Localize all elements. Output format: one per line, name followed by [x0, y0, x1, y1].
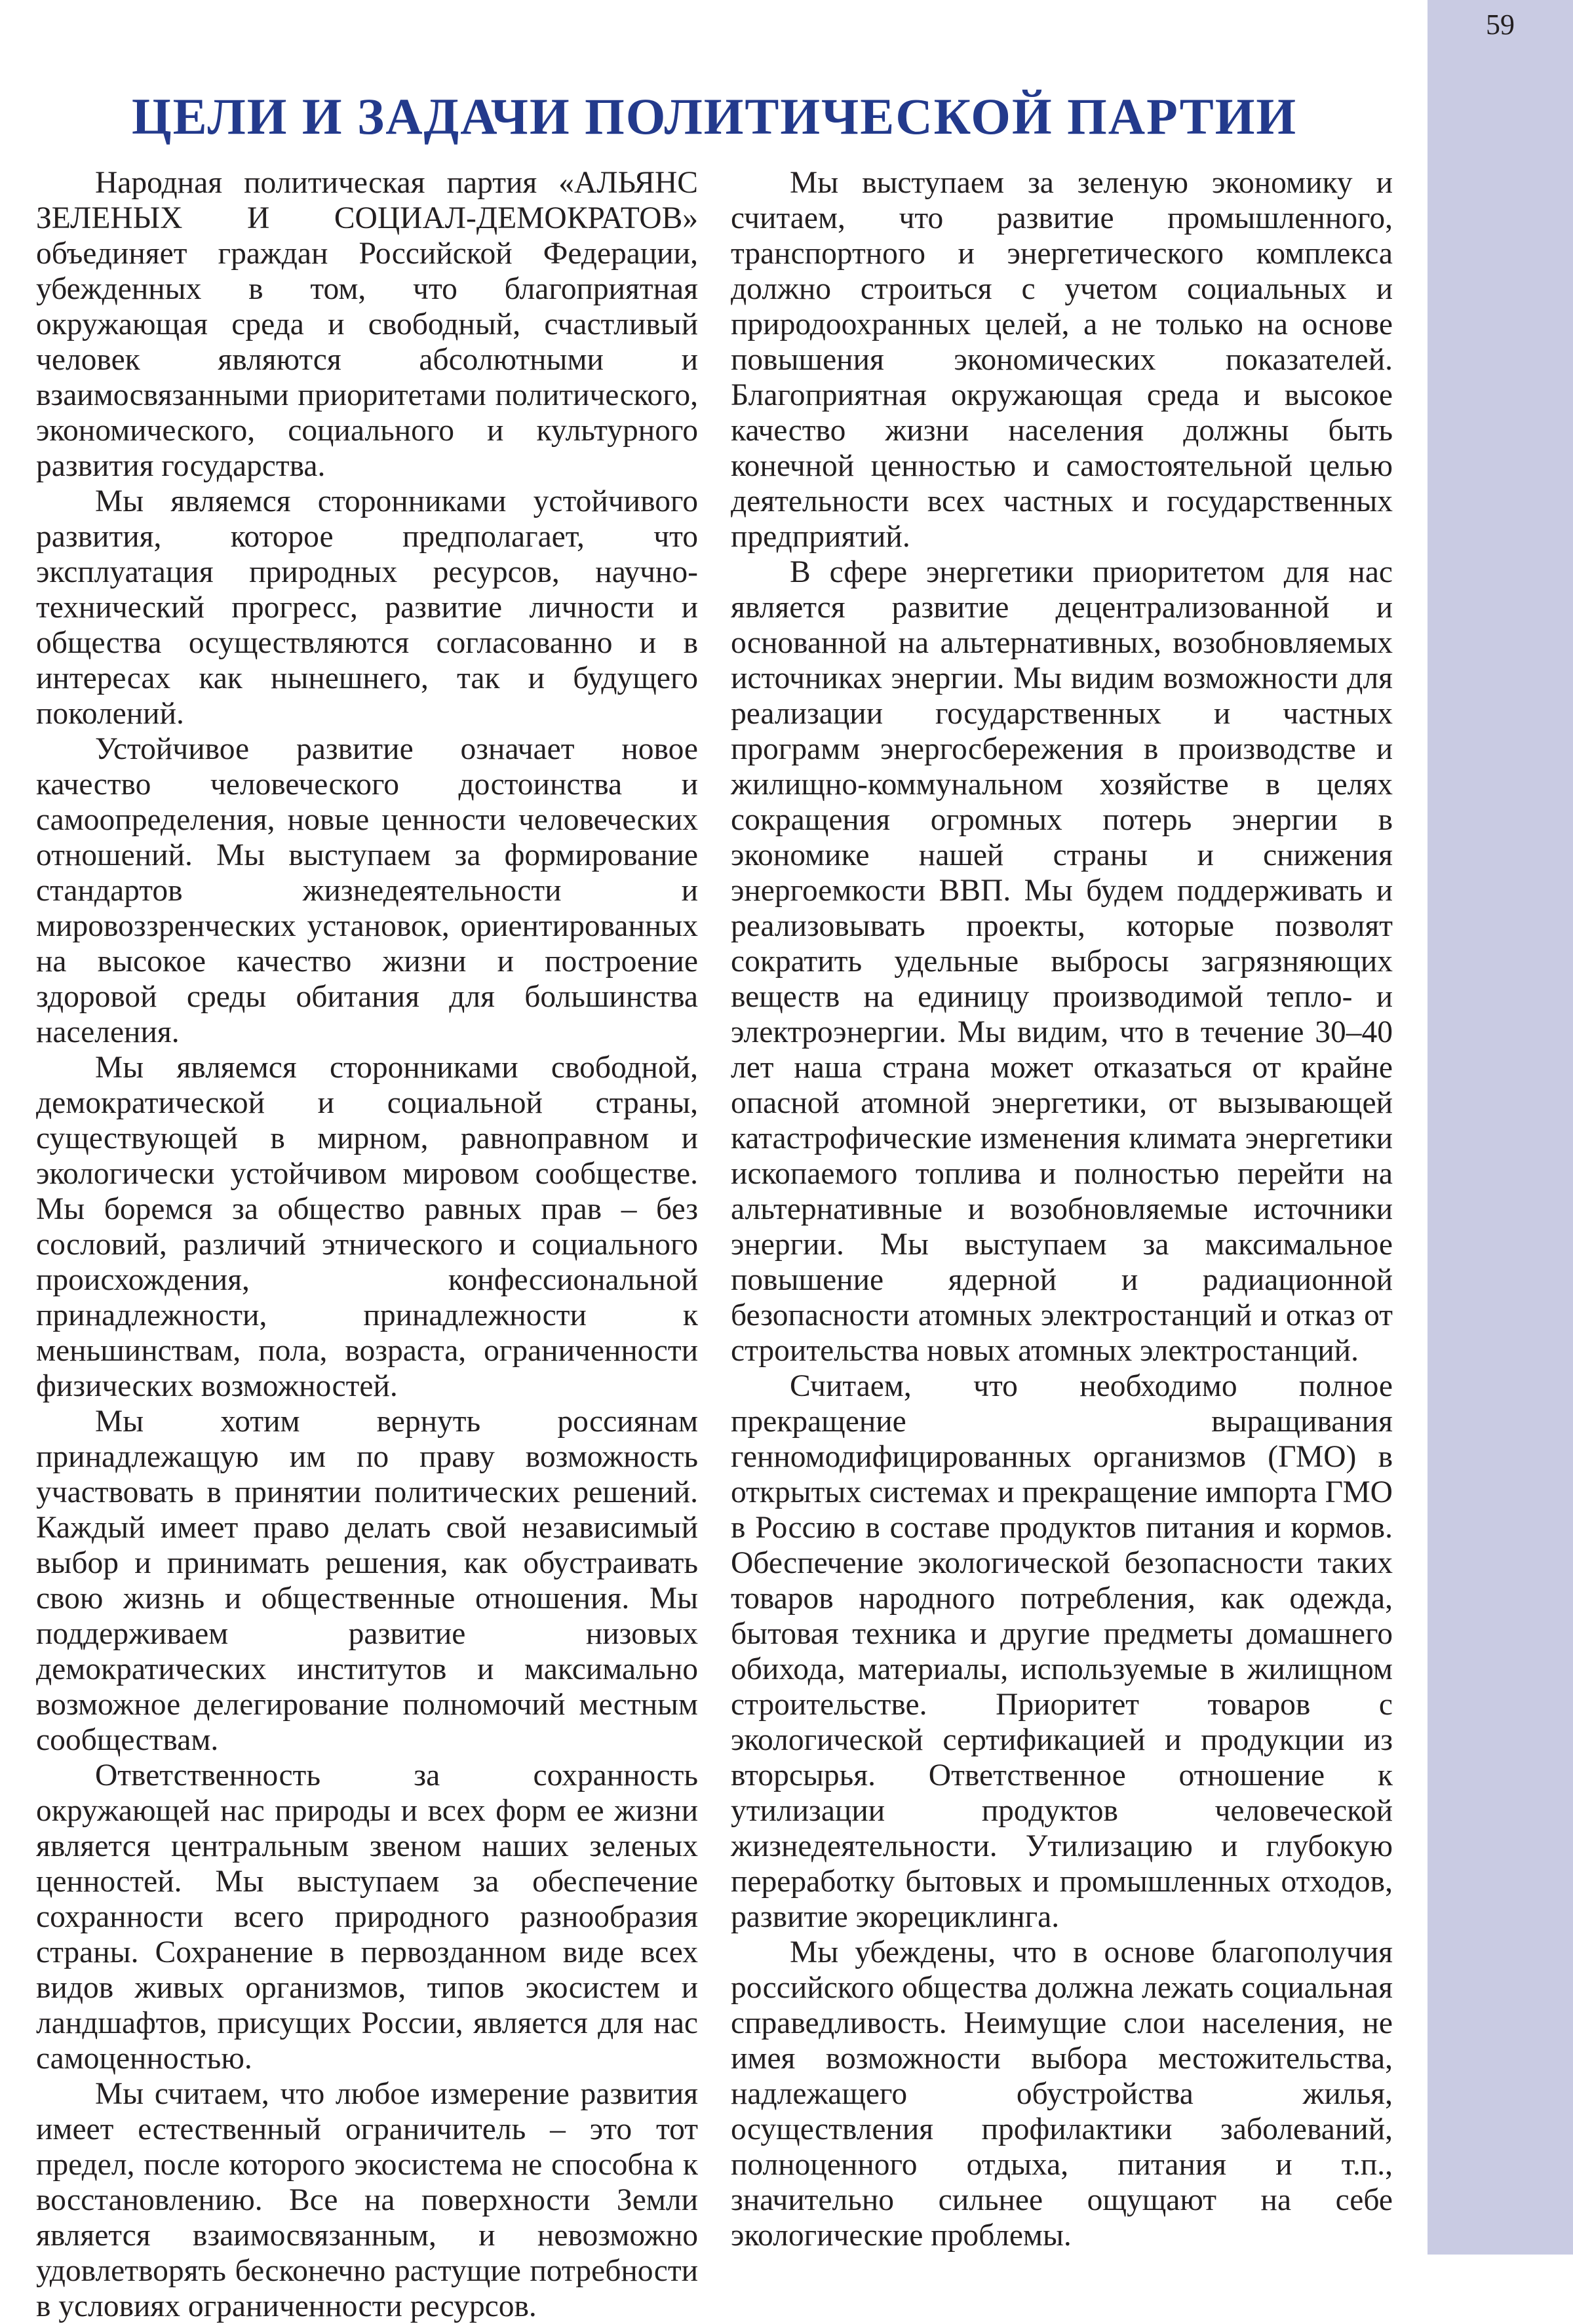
- paragraph: Ответственность за сохранность окружающей нас природы и всех форм ее жизни является центральным звеном наших зеленых ценностей. Мы выступаем за обеспечение сохранности всего природного разнообразия страны. Сохранение в первозданном виде всех видов живых организмов, типов экосистем и ландшафтов, присущих России, является для нас самоценностью.: [36, 1758, 698, 2076]
- paragraph: В сфере энергетики приоритетом для нас является развитие децентрализованной и основанной на альтернативных, возобновляемых источниках энергии. Мы видим возможности для реализации государственных и частных программ энергосбережения в производстве и жилищно-коммунальном хозяйстве в целях сокращения огромных потерь энергии в экономике нашей страны и снижения энергоемкости ВВП. Мы будем поддерживать и реализовывать проекты, которые позволят сократить удельные выбросы загрязняющих веществ на единицу производимой тепло- и электроэнергии. Мы видим, что в течение 30–40 лет наша страна может отказаться от крайне опасной атомной энергетики, от вызывающей катастрофические изменения климата энергетики ископаемого топлива и полностью перейти на альтернативные и возобновляемые источники энергии. Мы выступаем за максимальное повышение ядерной и радиационной безопасности атомных электростанций и отказ от строительства новых атомных электростанций.: [731, 555, 1393, 1368]
- paragraph: Мы убеждены, что в основе благополучия российского общества должна лежать социальная справедливость. Неимущие слои населения, не имея возможности выбора местожительства, надлежащего обустройства жилья, осуществления профилактики заболеваний, полноценного отдыха, питания и т.п., значительно сильнее ощущают на себе экологические проблемы.: [731, 1935, 1393, 2253]
- right-column: [731, 165, 1393, 2253]
- paragraph: Мы выступаем за зеленую экономику и считаем, что развитие промышленного, транспортного и энергетического комплекса должно строиться с учетом социальных и природоохранных целей, а не только на основе повышения экономических показателей. Благоприятная окружающая среда и высокое качество жизни населения должны быть конечной ценностью и самостоятельной целью деятельности всех частных и государственных предприятий.: [731, 166, 1393, 554]
- side-band: [1427, 0, 1573, 2255]
- paragraph: Мы являемся сторонниками свободной, демократической и социальной страны, существующей в мирном, равноправном и экологически устойчивом мировом сообществе. Мы боремся за общество равных прав – без сословий, различий этнического и социального происхождения, конфессиональной принадлежности, принадлежности к меньшинствам, пола, возраста, ограниченности физических возможностей.: [36, 1051, 698, 1403]
- left-column: [36, 165, 698, 2324]
- paragraph: Мы считаем, что любое измерение развития имеет естественный ограничитель – это тот предел, после которого экосистема не способна к восстановлению. Все на поверхности Земли является взаимосвязанным, и невозможно удовлетворять бесконечно растущие потребности в условиях ограниченности ресурсов.: [36, 2077, 698, 2323]
- paragraph: Устойчивое развитие означает новое качество человеческого достоинства и самоопределения, новые ценности человеческих отношений. Мы выступаем за формирование стандартов жизнедеятельности и мировоззренческих установок, ориентированных на высокое качество жизни и построение здоровой среды обитания для большинства населения.: [36, 732, 698, 1049]
- page-number: 59: [1486, 9, 1515, 41]
- paragraph: Мы являемся сторонниками устойчивого развития, которое предполагает, что эксплуатация природных ресурсов, научно-технический прогресс, развитие личности и общества осуществляются согласованно и в интересах как нынешнего, так и будущего поколений.: [36, 484, 698, 731]
- paragraph: Народная политическая партия «АЛЬЯНС ЗЕЛЕНЫХ И СОЦИАЛ-ДЕМОКРАТОВ» объединяет граждан Российской Федерации, убежденных в том, что благоприятная окружающая среда и свободный, счастливый человек являются абсолютными и взаимосвязанными приоритетами политического, экономического, социального и культурного развития государства.: [36, 166, 698, 483]
- paragraph: Считаем, что необходимо полное прекращение выращивания генномодифицированных организмов (ГМО) в открытых системах и прекращение импорта ГМО в Россию в составе продуктов питания и кормов. Обеспечение экологической безопасности таких товаров народного потребления, как одежда, бытовая техника и другие предметы домашнего обихода, материалы, используемые в жилищном строительстве. Приоритет товаров с экологической сертификацией и продукции из вторсырья. Ответственное отношение к утилизации продуктов человеческой жизнедеятельности. Утилизацию и глубокую переработку бытовых и промышленных отходов, развитие экорециклинга.: [731, 1369, 1393, 1934]
- page-title: ЦЕЛИ И ЗАДАЧИ ПОЛИТИЧЕСКОЙ ПАРТИИ: [131, 88, 1298, 145]
- paragraph: Мы хотим вернуть россиянам принадлежащую им по праву возможность участвовать в принятии политических решений. Каждый имеет право делать свой независимый выбор и принимать решения, как обустраивать свою жизнь и общественные отношения. Мы поддерживаем развитие низовых демократических институтов и максимально возможное делегирование полномочий местным сообществам.: [36, 1404, 698, 1757]
